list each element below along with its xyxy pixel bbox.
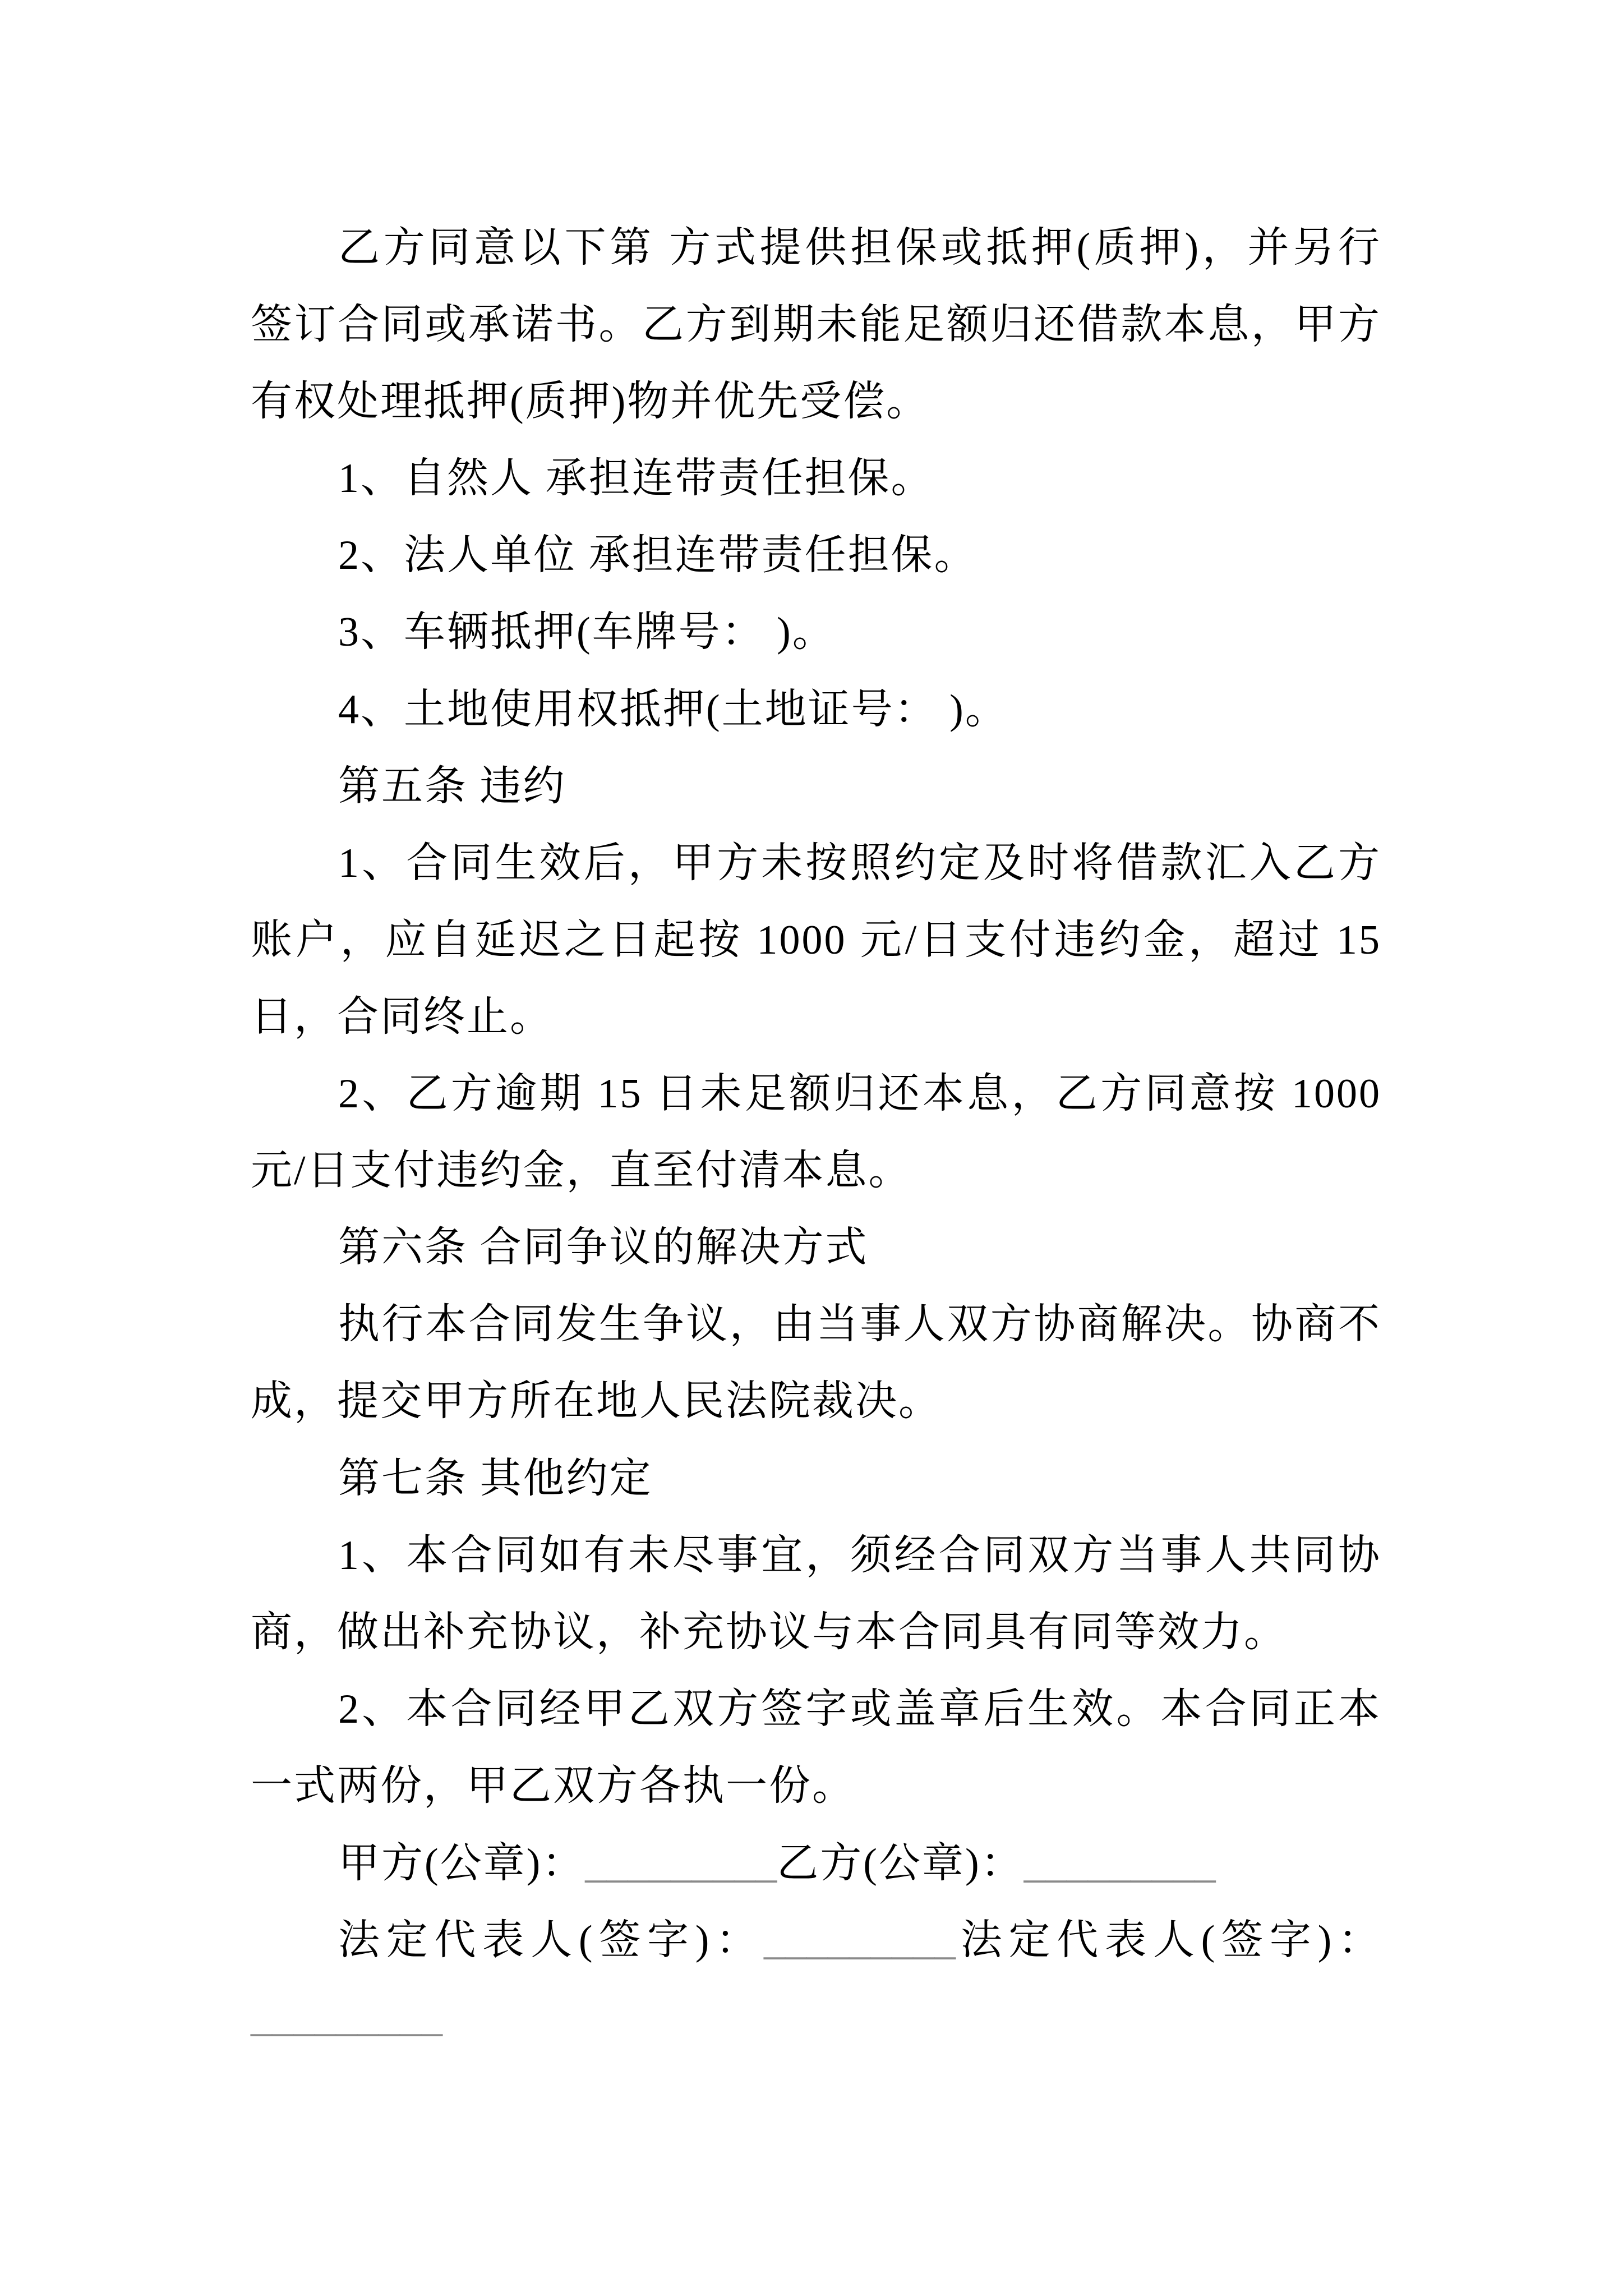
guarantee-option-vehicle-mortgage: 3、车辆抵押(车牌号： )。	[338, 609, 836, 656]
article-7-item-1	[251, 1517, 1381, 1671]
guarantee-clause-line: 签订合同或承诺书。乙方到期未能足额归还借款本息，甲方	[251, 302, 1381, 348]
party-a-representative-blank: _________	[764, 1916, 956, 1964]
article-7-item-1-line: 1、本合同如有未尽事宜，须经合同双方当事人共同协	[338, 1532, 1381, 1579]
party-b-representative-blank: _________	[251, 1993, 442, 2041]
article-6-heading: 第六条 合同争议的解决方式	[338, 1225, 869, 1271]
signature-block	[251, 1825, 1381, 2055]
representative-signature-line	[251, 1902, 1381, 1978]
guarantee-options-list	[251, 440, 1381, 748]
article-5-item-2-line: 2、乙方逾期 15 日未足额归还本息，乙方同意按 1000	[338, 1071, 1381, 1117]
guarantee-option-natural-person: 1、自然人 承担连带责任担保。	[338, 455, 934, 502]
article-5-item-2-line: 元/日支付违约金，直至付清本息。	[251, 1148, 912, 1194]
article-7-other-provisions	[251, 1441, 1381, 1825]
party-a-seal-blank: _________	[585, 1839, 777, 1887]
article-5-item-1-line: 日，合同终止。	[251, 993, 553, 1040]
article-6-item-1-line: 执行本合同发生争议，由当事人双方协商解决。协商不	[338, 1301, 1381, 1348]
guarantee-option-land-use-mortgage: 4、土地使用权抵押(土地证号： )。	[338, 686, 1008, 733]
article-6-dispute-resolution	[251, 1209, 1381, 1440]
party-b-seal-blank: _________	[1023, 1839, 1216, 1887]
representative-signature-line-continued	[251, 1978, 1381, 2055]
article-5-item-1-line: 账户，应自延迟之日起按 1000 元/日支付违约金，超过 15	[251, 917, 1381, 963]
party-a-seal-label: 甲方(公章)：	[338, 1840, 585, 1887]
guarantee-clause	[251, 210, 1381, 440]
party-b-representative-label: 法定代表人(签字)：	[956, 1917, 1381, 1964]
article-5-item-1	[251, 825, 1381, 1056]
guarantee-clause-line: 有权处理抵押(质押)物并优先受偿。	[251, 379, 930, 425]
party-b-seal-label: 乙方(公章)：	[777, 1840, 1024, 1887]
guarantee-option-legal-entity: 2、法人单位 承担连带责任担保。	[338, 532, 978, 579]
article-6-item-1-line: 成，提交甲方所在地人民法院裁决。	[251, 1378, 942, 1425]
article-5-item-2	[251, 1056, 1381, 1209]
article-7-item-2	[251, 1671, 1381, 1825]
article-5-item-1-line: 1、合同生效后，甲方未按照约定及时将借款汇入乙方	[338, 840, 1381, 886]
party-a-representative-label: 法定代表人(签字)：	[338, 1917, 764, 1964]
article-5-heading: 第五条 违约	[338, 763, 566, 809]
article-6-item-1	[251, 1286, 1381, 1440]
article-7-item-2-line: 2、本合同经甲乙双方签字或盖章后生效。本合同正本	[338, 1686, 1381, 1732]
contract-body	[251, 210, 1381, 2055]
article-7-item-1-line: 商，做出补充协议，补充协议与本合同具有同等效力。	[251, 1609, 1287, 1655]
guarantee-clause-line: 乙方同意以下第 方式提供担保或抵押(质押)，并另行	[338, 225, 1381, 271]
article-7-heading: 第七条 其他约定	[338, 1455, 653, 1502]
article-7-item-2-line: 一式两份，甲乙双方各执一份。	[251, 1763, 855, 1809]
seal-signature-line	[251, 1825, 1381, 1902]
article-5-breach	[251, 748, 1381, 1210]
